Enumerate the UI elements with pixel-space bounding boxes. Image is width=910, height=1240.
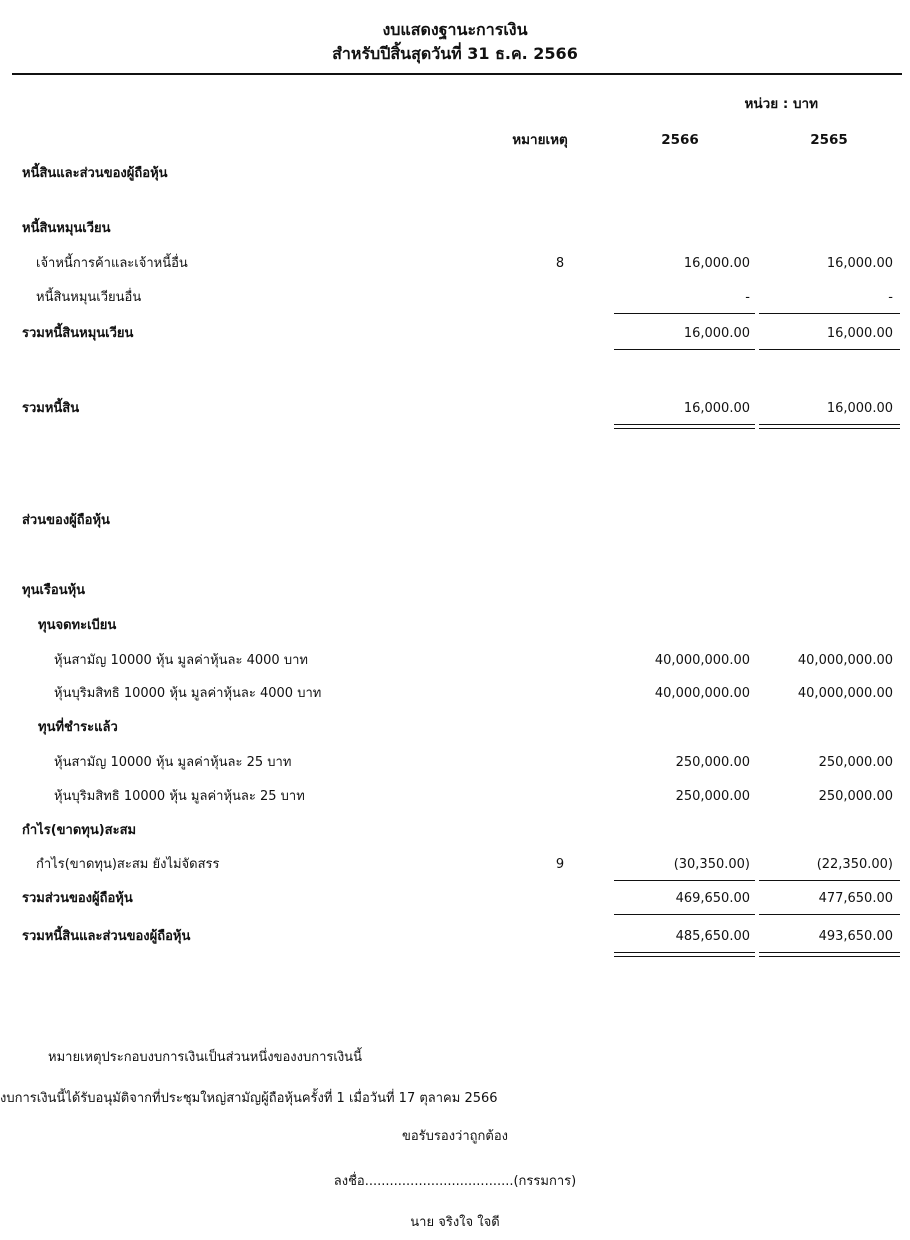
table-row	[0, 850, 910, 880]
underline	[759, 914, 900, 915]
column-header-2566: 2566	[661, 132, 699, 148]
row-label: ทุนจดทะเบียน	[38, 618, 117, 633]
amount-2565: 493,650.00	[818, 929, 893, 944]
underline	[759, 313, 900, 314]
row-label: ทุนที่ชำระแล้ว	[38, 720, 118, 735]
row-note-ref: 8	[555, 256, 565, 271]
row-note-ref: 9	[555, 857, 565, 872]
statement-title: งบแสดงฐานะการเงิน	[382, 20, 528, 39]
table-row	[0, 884, 910, 914]
underline	[614, 313, 755, 314]
row-label: หุ้นบุริมสิทธิ 10000 หุ้น มูลค่าหุ้นละ 25 บาท	[54, 789, 305, 804]
row-label: หุ้นสามัญ 10000 หุ้น มูลค่าหุ้นละ 4000 บาท	[54, 653, 308, 668]
table-row	[0, 713, 910, 743]
footer-note-text: หมายเหตุประกอบงบการเงินเป็นส่วนหนึ่งของงบการเงินนี้	[48, 1050, 362, 1065]
underline	[614, 914, 755, 915]
amount-2565: 250,000.00	[818, 755, 893, 770]
double-underline	[759, 956, 900, 957]
amount-2565: (22,350.00)	[816, 857, 893, 872]
double-underline	[614, 956, 755, 957]
amount-2566: (30,350.00)	[673, 857, 750, 872]
row-label: ส่วนของผู้ถือหุ้น	[22, 513, 110, 528]
row-label: เจ้าหนี้การค้าและเจ้าหนี้อื่น	[36, 256, 188, 271]
table-row	[0, 319, 910, 349]
row-label: กำไร(ขาดทุน)สะสม ยังไม่จัดสรร	[36, 857, 220, 872]
amount-2566: 40,000,000.00	[654, 686, 750, 701]
signature-line: ลงชื่อ....................................(กรรมการ)	[333, 1174, 577, 1189]
amount-2565: 250,000.00	[818, 789, 893, 804]
double-underline	[759, 952, 900, 953]
row-label: รวมหนี้สินหมุนเวียน	[22, 326, 134, 341]
amount-2566: 250,000.00	[675, 789, 750, 804]
underline	[614, 880, 755, 881]
amount-2566: 469,650.00	[675, 891, 750, 906]
amount-2565: 16,000.00	[826, 326, 893, 341]
row-label: รวมหนี้สินและส่วนของผู้ถือหุ้น	[22, 929, 191, 944]
double-underline	[759, 424, 900, 425]
row-label: กำไร(ขาดทุน)สะสม	[22, 823, 137, 838]
amount-2566: 485,650.00	[675, 929, 750, 944]
table-row	[0, 506, 910, 536]
row-label: หุ้นสามัญ 10000 หุ้น มูลค่าหุ้นละ 25 บาท	[54, 755, 292, 770]
table-row	[0, 576, 910, 606]
amount-2565: 477,650.00	[818, 891, 893, 906]
row-label: รวมส่วนของผู้ถือหุ้น	[22, 891, 133, 906]
amount-2565: 40,000,000.00	[797, 653, 893, 668]
double-underline	[614, 424, 755, 425]
column-header-note: หมายเหตุ	[512, 132, 568, 148]
double-underline	[759, 428, 900, 429]
row-label: รวมหนี้สิน	[22, 401, 80, 416]
underline	[614, 349, 755, 350]
table-row	[0, 283, 910, 313]
column-header-2565: 2565	[810, 132, 848, 148]
row-label: หนี้สินหมุนเวียน	[22, 221, 111, 236]
statement-subtitle: สำหรับปีสิ้นสุดวันที่ 31 ธ.ค. 2566	[332, 44, 578, 63]
amount-2565: -	[888, 290, 893, 305]
amount-2565: 16,000.00	[826, 401, 893, 416]
row-label: หนี้สินหมุนเวียนอื่น	[36, 290, 142, 305]
amount-2566: -	[745, 290, 750, 305]
footer-certify-text: ขอรับรองว่าถูกต้อง	[401, 1129, 508, 1144]
amount-2566: 16,000.00	[683, 401, 750, 416]
unit-label: หน่วย : บาท	[744, 96, 818, 112]
table-row	[0, 249, 910, 279]
row-label: ทุนเรือนหุ้น	[22, 583, 86, 598]
amount-2565: 40,000,000.00	[797, 686, 893, 701]
row-label: หุ้นบุริมสิทธิ 10000 หุ้น มูลค่าหุ้นละ 4000 บาท	[54, 686, 322, 701]
double-underline	[614, 428, 755, 429]
underline	[759, 349, 900, 350]
table-row	[0, 922, 910, 952]
signatory-name: นาย จริงใจ ใจดี	[410, 1215, 500, 1230]
table-row	[0, 611, 910, 641]
table-row	[0, 159, 910, 189]
table-row	[0, 679, 910, 709]
table-row	[0, 394, 910, 424]
table-row	[0, 646, 910, 676]
table-row	[0, 782, 910, 812]
underline	[759, 880, 900, 881]
table-row	[0, 816, 910, 846]
amount-2566: 40,000,000.00	[654, 653, 750, 668]
header-rule	[12, 73, 902, 75]
footer-approval-text: งบการเงินนี้ได้รับอนุมัติจากที่ประชุมใหญ่สามัญผู้ถือหุ้นครั้งที่ 1 เมื่อวันที่ 17 ตุลาคม 2566	[0, 1091, 498, 1106]
amount-2566: 16,000.00	[683, 326, 750, 341]
amount-2566: 250,000.00	[675, 755, 750, 770]
amount-2566: 16,000.00	[683, 256, 750, 271]
amount-2565: 16,000.00	[826, 256, 893, 271]
double-underline	[614, 952, 755, 953]
row-label: หนี้สินและส่วนของผู้ถือหุ้น	[22, 166, 168, 181]
table-row	[0, 748, 910, 778]
table-row	[0, 214, 910, 244]
